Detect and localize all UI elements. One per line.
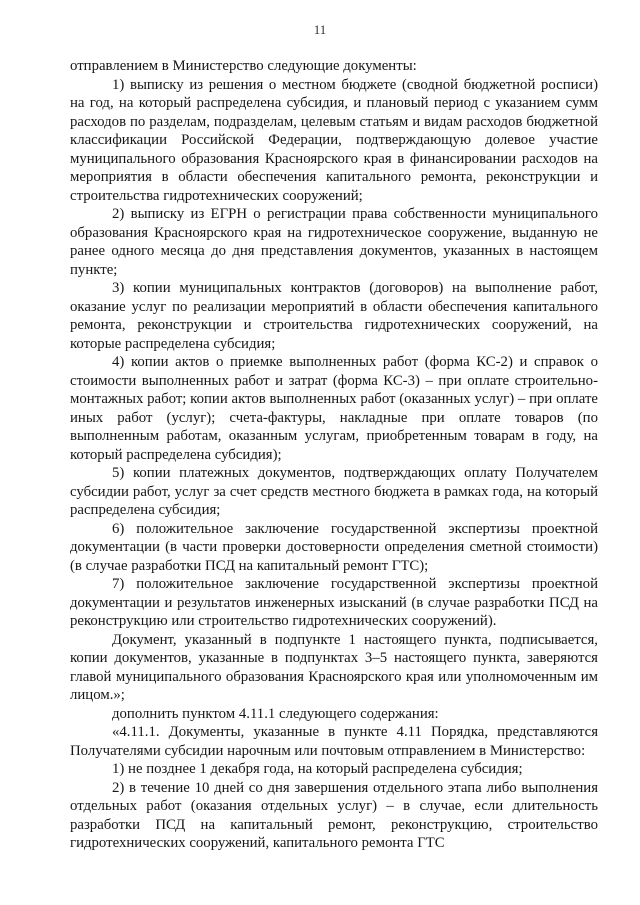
- page-number: 11: [313, 22, 327, 37]
- list-item-7: 7) положительное заключение государственной экспертизы проектной документации и результатов инженерных изысканий (в случае разработки ПСД на реконструкцию или строительство гидротехнических сооружений).: [70, 576, 598, 629]
- list-item-4: 4) копии актов о приемке выполненных работ (форма КС-2) и справок о стоимости выполненных работ и затрат (форма КС-3) – при оплате строительно-монтажных работ; копии актов выполненных работ (оказанных услуг) – при оплате иных работ (услуг); счета-фактуры, накладные при оплате товаров (по выполненным работам, оказанным услугам, приобретенным товарам в году, на который распределена субсидия);: [70, 354, 598, 463]
- list-item-2: 2) выписку из ЕГРН о регистрации права собственности муниципального образования Красноярского края на гидротехническое сооружение, выданную не ранее одного месяца до дня представления документов, указанных в настоящем пункте;: [70, 206, 598, 278]
- list-item-1: 1) выписку из решения о местном бюджете (сводной бюджетной росписи) на год, на который распределена субсидия, и плановый период с указанием сумм расходов по разделам, подразделам, целевым статьям и видам расходов бюджетной классификации Российской Федерации, подтверждающую долевое участие муниципального образования Красноярского края в финансировании расходов на мероприятия в области обеспечения капитального ремонта, реконструкции и строительства гидротехнических сооружений;: [70, 76, 598, 204]
- list-item-deadline-1: 1) не позднее 1 декабря года, на который распределена субсидия;: [112, 761, 523, 777]
- paragraph-amendment: дополнить пунктом 4.11.1 следующего содержания:: [112, 705, 439, 722]
- paragraph-intro: отправлением в Министерство следующие документы:: [70, 58, 417, 74]
- paragraph-signature-rule: Документ, указанный в подпункте 1 настоящего пункта, подписывается, копии документов, указанные в подпунктах 3–5 настоящего пункта, заверяются главой муниципального образования Красноярского края или уполномоченным им лицом.»;: [70, 631, 598, 703]
- document-body: [70, 57, 598, 853]
- list-item-6: 6) положительное заключение государственной экспертизы проектной документации (в части проверки достоверности определения сметной стоимости) (в случае разработки ПСД на капитальный ремонт ГТС);: [70, 520, 598, 574]
- paragraph-4-11-1: «4.11.1. Документы, указанные в пункте 4.11 Порядка, представляются Получателями субсидии нарочным или почтовым отправлением в Министерство:: [70, 724, 598, 759]
- list-item-deadline-2: 2) в течение 10 дней со дня завершения отдельного этапа либо выполнения отдельных работ (оказания отдельных услуг) – в случае, если длительность разработки ПСД на капитальный ремонт, реконструкцию, строительство гидротехнических сооружений, капитального ремонта ГТС: [70, 779, 598, 851]
- list-item-3: 3) копии муниципальных контрактов (договоров) на выполнение работ, оказание услуг по реализации мероприятий в области обеспечения капитального ремонта, реконструкции и строительства гидротехнических сооружений, на которые распределена субсидия;: [70, 280, 598, 352]
- list-item-5: 5) копии платежных документов, подтверждающих оплату Получателем субсидии работ, услуг за счет средств местного бюджета в рамках года, на который распределена субсидия;: [70, 465, 598, 518]
